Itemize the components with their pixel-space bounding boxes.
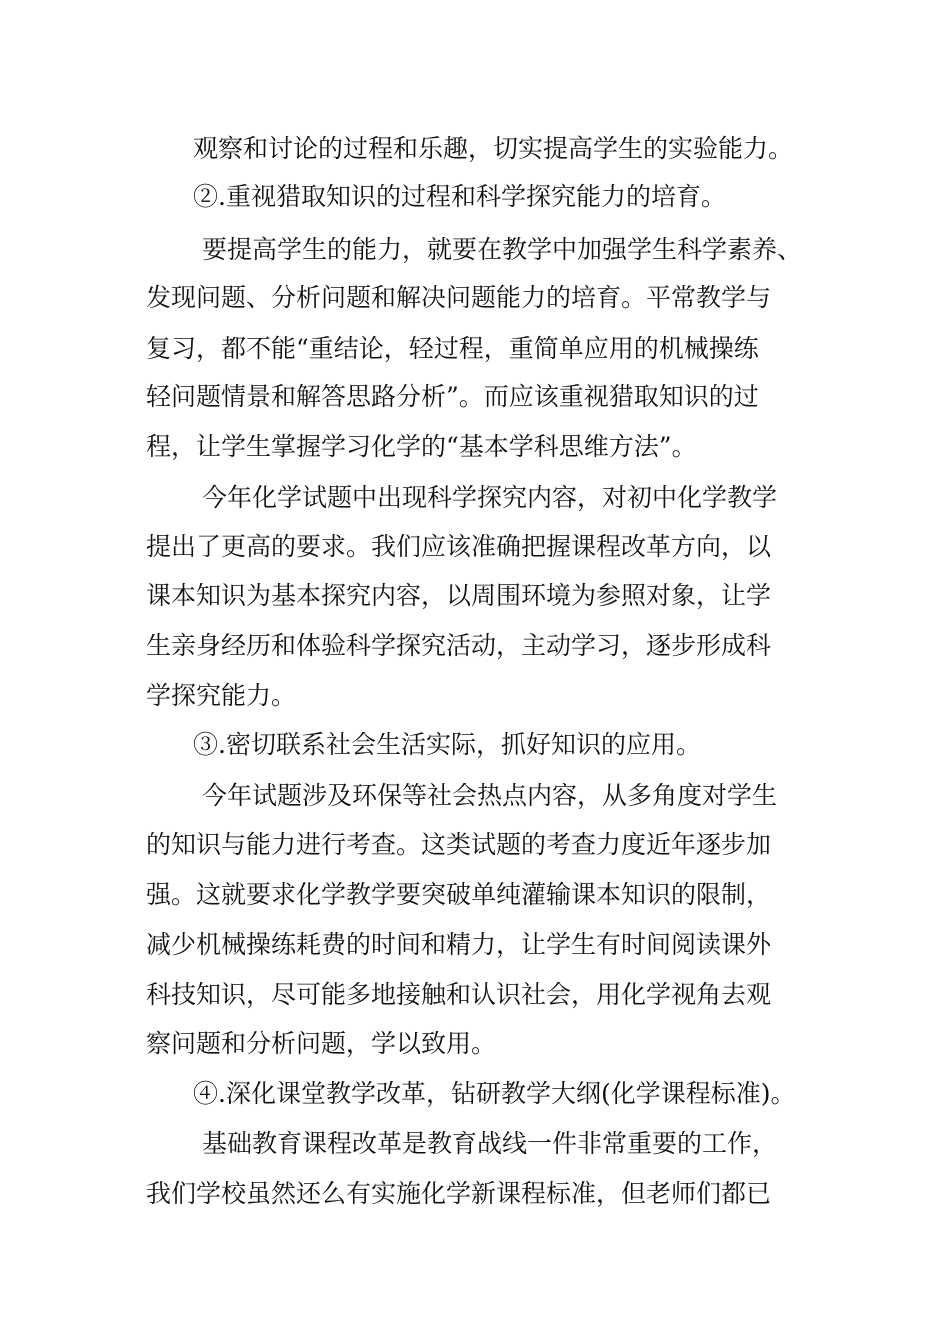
text-line-15: 的知识与能力进行考查。这类试题的考查力度近年逐步加 — [146, 830, 772, 859]
text-line-8: 今年化学试题中出现科学探究内容，对初中化学教学 — [202, 483, 778, 512]
text-line-4: 发现问题、分析问题和解决问题能力的培育。平常教学与 — [146, 283, 772, 312]
text-line-12: 学探究能力。 — [146, 681, 297, 710]
text-line-2: ②.重视猎取知识的过程和科学探究能力的培育。 — [193, 182, 726, 211]
text-line-18: 科技知识，尽可能多地接触和认识社会，用化学视角去观 — [146, 980, 772, 1009]
text-line-11: 生亲身经历和体验科学探究活动，主动学习，逐步形成科 — [146, 631, 772, 660]
text-line-10: 课本知识为基本探究内容，以周围环境为参照对象，让学 — [146, 581, 772, 610]
text-line-1: 观察和讨论的过程和乐趣，切实提高学生的实验能力。 — [193, 134, 794, 163]
text-line-13: ③.密切联系社会生活实际，抓好知识的应用。 — [193, 730, 701, 759]
text-line-14: 今年试题涉及环保等社会热点内容，从多角度对学生 — [202, 781, 778, 810]
text-line-20: ④.深化课堂教学改革，钻研教学大纲(化学课程标准)。 — [193, 1079, 796, 1108]
text-line-9: 提出了更高的要求。我们应该准确把握课程改革方向，以 — [146, 532, 772, 561]
text-line-6: 轻问题情景和解答思路分析”。而应该重视猎取知识的过 — [146, 382, 759, 411]
text-line-3: 要提高学生的能力，就要在教学中加强学生科学素养、 — [202, 235, 803, 264]
text-line-7: 程，让学生掌握学习化学的“基本学科思维方法”。 — [146, 432, 697, 461]
text-line-22: 我们学校虽然还么有实施化学新课程标准，但老师们都已 — [146, 1179, 772, 1208]
text-line-16: 强。这就要求化学教学要突破单纯灌输课本知识的限制， — [146, 880, 772, 909]
text-line-21: 基础教育课程改革是教育战线一件非常重要的工作， — [202, 1129, 778, 1158]
text-line-17: 减少机械操练耗费的时间和精力，让学生有时间阅读课外 — [146, 930, 772, 959]
text-line-5: 复习，都不能“重结论，轻过程，重简单应用的机械操练 — [146, 334, 759, 363]
text-line-19: 察问题和分析问题，学以致用。 — [146, 1029, 497, 1058]
